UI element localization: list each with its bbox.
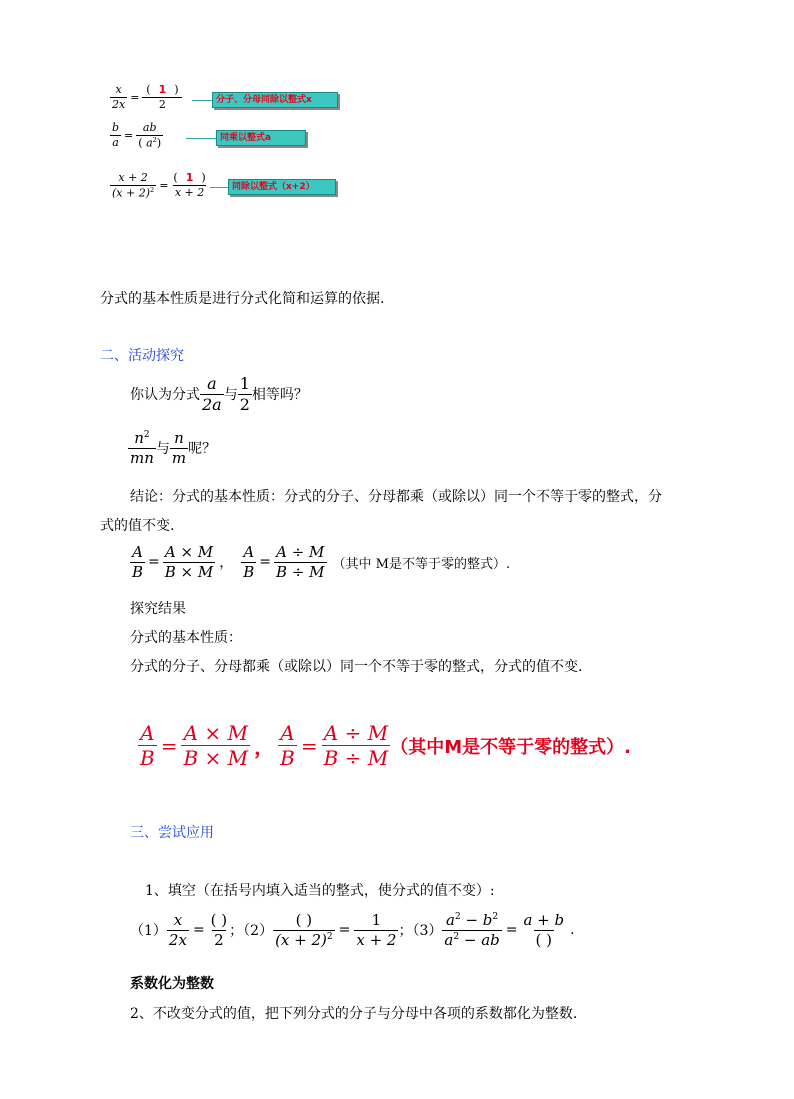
exercise-row: （1） $\frac{x}{2x}$ = $\frac{( )}{2}$ ；（2） $\frac{( )}{(x + 2)^2}$ = $\frac{1}{x + 2}$ ；（3） $\frac{a^2 - b^2}{a^2 - ab}$ = $\frac{a + b}{( )}$ .	[130, 911, 575, 949]
conclusion-line-1: 结论：分式的基本性质：分式的分子、分母都乘（或除以）同一个不等于零的整式，分	[130, 489, 662, 505]
fraction: $\frac{x}{2x}$	[112, 83, 126, 112]
fraction: $\frac{n}{m}$	[171, 429, 187, 467]
question-2: $\frac{n^2}{mn}$ 与 $\frac{n}{m}$ 呢？	[130, 429, 217, 467]
callout-box: 同除以整式（x+2）	[228, 179, 336, 195]
fraction: $\frac{n^2}{mn}$	[130, 429, 154, 467]
task-1: 1、填空（在括号内填入适当的整式，使分式的值不变）:	[145, 883, 495, 899]
fraction: $\frac{( 1 )}{x + 2}$	[173, 171, 206, 200]
fraction: $\frac{a}{2a}$	[202, 374, 222, 414]
conclusion-line-2: 式的值不变.	[100, 518, 175, 534]
callout-box: 分子、分母同除以整式x	[212, 92, 338, 108]
fraction: $\frac{x + 2}{(x + 2)^2}$	[112, 171, 155, 200]
bold-subtitle: 系数化为整数	[130, 976, 214, 992]
diagram-equation-3: $\frac{x + 2}{(x + 2)^2}$ = $\frac{( 1 )}{x + 2}$	[112, 171, 206, 200]
fraction: $\frac{1}{2}$	[239, 374, 250, 414]
highlighted-formula: $\frac{A}{B}$ = $\frac{A \times M}{B \times M}$ ， $\frac{A}{B}$ = $\frac{A \div M}{B \div M}$ （其中M是不等于零的整式）.	[140, 721, 631, 770]
property-text: 分式的分子、分母都乘（或除以）同一个不等于零的整式，分式的值不变.	[130, 659, 583, 675]
section-heading: 二、活动探究	[100, 348, 184, 364]
blank: ( )	[210, 911, 228, 929]
leader-line	[210, 187, 228, 188]
property-title: 分式的基本性质：	[130, 630, 242, 646]
diagram-equation-1: $\frac{x}{2x}$ = $\frac{( 1 )}{2}$	[110, 84, 182, 111]
fraction: $\frac{( 1 )}{2}$	[142, 84, 182, 111]
leader-line	[192, 100, 212, 101]
blank: ( )	[295, 911, 313, 929]
filled-answer: 1	[158, 83, 167, 96]
fraction: $\frac{b}{a}$	[112, 121, 120, 150]
filled-answer: 1	[185, 171, 194, 185]
callout-box: 同乘以整式a	[216, 130, 306, 146]
leader-line	[186, 138, 216, 139]
section-heading: 三、尝试应用	[130, 825, 214, 841]
diagram-equation-2: $\frac{b}{a}$ = $\frac{ab}{( a^2)}$	[112, 121, 162, 150]
intro-text: 分式的基本性质是进行分式化简和运算的依据.	[100, 291, 385, 307]
fraction: $\frac{ab}{( a^2)}$	[138, 121, 162, 150]
property-formula: $\frac{A}{B}$ = $\frac{A \times M}{B \times M}$ ， $\frac{A}{B}$ = $\frac{A \div M}{B \div M}$ （其中 M是不等于零的整式）.	[132, 543, 511, 581]
result-title: 探究结果	[130, 601, 186, 617]
blank: ( )	[535, 930, 553, 949]
task-2: 2、不改变分式的值，把下列分式的分子与分母中各项的系数都化为整数.	[130, 1006, 578, 1022]
question-1: 你认为分式 $\frac{a}{2a}$ 与 $\frac{1}{2}$ 相等吗？	[130, 374, 308, 414]
